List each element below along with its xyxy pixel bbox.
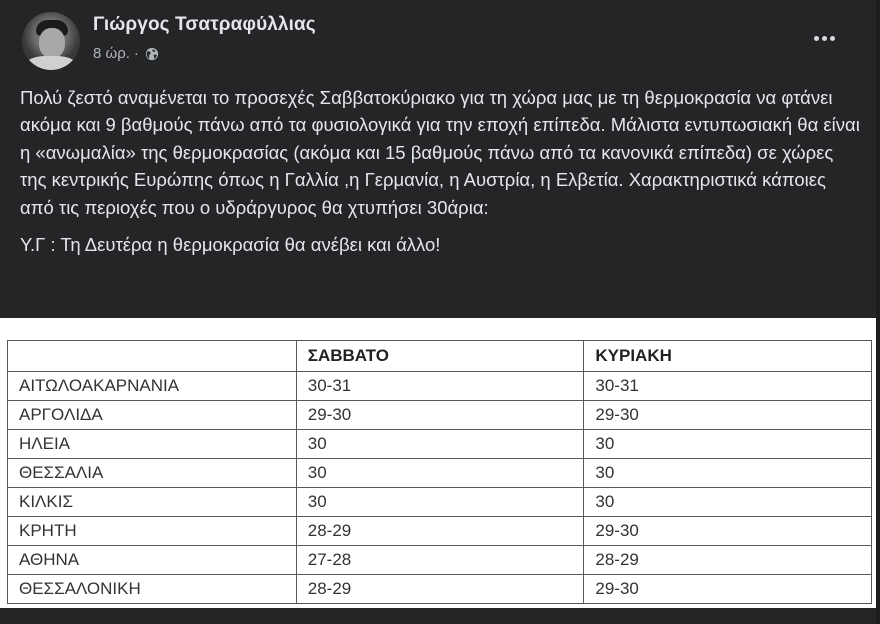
region-cell: ΗΛΕΙΑ [8,430,297,459]
sunday-cell: 30-31 [584,372,872,401]
region-cell: ΚΡΗΤΗ [8,517,297,546]
header-region [8,341,297,372]
saturday-cell: 30 [296,488,584,517]
saturday-cell: 29-30 [296,401,584,430]
header-saturday: ΣΑΒΒΑΤΟ [296,341,584,372]
table-row [8,430,872,459]
saturday-cell: 27-28 [296,546,584,575]
globe-icon[interactable] [145,47,159,61]
sunday-cell: 30 [584,488,872,517]
avatar-face [39,28,65,58]
sunday-cell: 30 [584,459,872,488]
more-options-button[interactable] [800,24,848,52]
post-postscript: Υ.Γ : Τη Δευτέρα η θερμοκρασία θα ανέβει και άλλο! [20,234,441,256]
saturday-cell: 28-29 [296,575,584,604]
post-paragraph: Πολύ ζεστό αναμένεται το προσεχές Σαββατοκύριακο για τη χώρα μας με τη θερμοκρασία να φτάνει ακόμα και 9 βαθμούς πάνω από τα φυσιολογικά για την εποχή επίπεδα. Μάλιστα εντυπωσιακή θα είναι η «ανωμαλία» της θερμοκρασίας (ακόμα και 15 βαθμούς πάνω από τα κανονικά επίπεδα) σε χώρες της κεντρικής Ευρώπης όπως η Γαλλία ,η Γερμανία, η Αυστρία, η Ελβετία. Χαρακτηριστικά κάποιες από τις περιοχές που ο υδράργυρος θα χτυπήσει 30άρια: [20,87,860,218]
author-name[interactable]: Γιώργος Τσατραφύλλιας [93,14,316,35]
table-header-row [8,341,872,372]
sunday-cell: 29-30 [584,575,872,604]
post-text [20,84,860,258]
table-row [8,546,872,575]
meta-separator: · [133,45,139,62]
region-cell: ΑΡΓΟΛΙΔΑ [8,401,297,430]
table-row [8,372,872,401]
region-cell: ΚΙΛΚΙΣ [8,488,297,517]
more-options-icon [814,36,819,41]
table-row [8,575,872,604]
post-image[interactable] [0,318,876,608]
post-footer-strip [0,608,880,624]
temperature-table [7,340,872,604]
sunday-cell: 28-29 [584,546,872,575]
table-row [8,488,872,517]
saturday-cell: 30-31 [296,372,584,401]
more-options-icon-dot [822,36,827,41]
saturday-cell: 30 [296,430,584,459]
sunday-cell: 29-30 [584,517,872,546]
page-edge [876,0,880,624]
author-avatar[interactable] [22,12,80,70]
saturday-cell: 28-29 [296,517,584,546]
post-meta [93,45,159,62]
avatar-shirt [26,56,76,70]
region-cell: ΘΕΣΣΑΛΙΑ [8,459,297,488]
region-cell: ΑΘΗΝΑ [8,546,297,575]
table-row [8,459,872,488]
sunday-cell: 30 [584,430,872,459]
post-time[interactable]: 8 ώρ. [93,45,130,62]
region-cell: ΑΙΤΩΛΟΑΚΑΡΝΑΝΙΑ [8,372,297,401]
post-header [0,0,880,76]
table-row [8,517,872,546]
sunday-cell: 29-30 [584,401,872,430]
table-row [8,401,872,430]
region-cell: ΘΕΣΣΑΛΟΝΙΚΗ [8,575,297,604]
header-sunday: ΚΥΡΙΑΚΗ [584,341,872,372]
saturday-cell: 30 [296,459,584,488]
more-options-icon-dot [830,36,835,41]
